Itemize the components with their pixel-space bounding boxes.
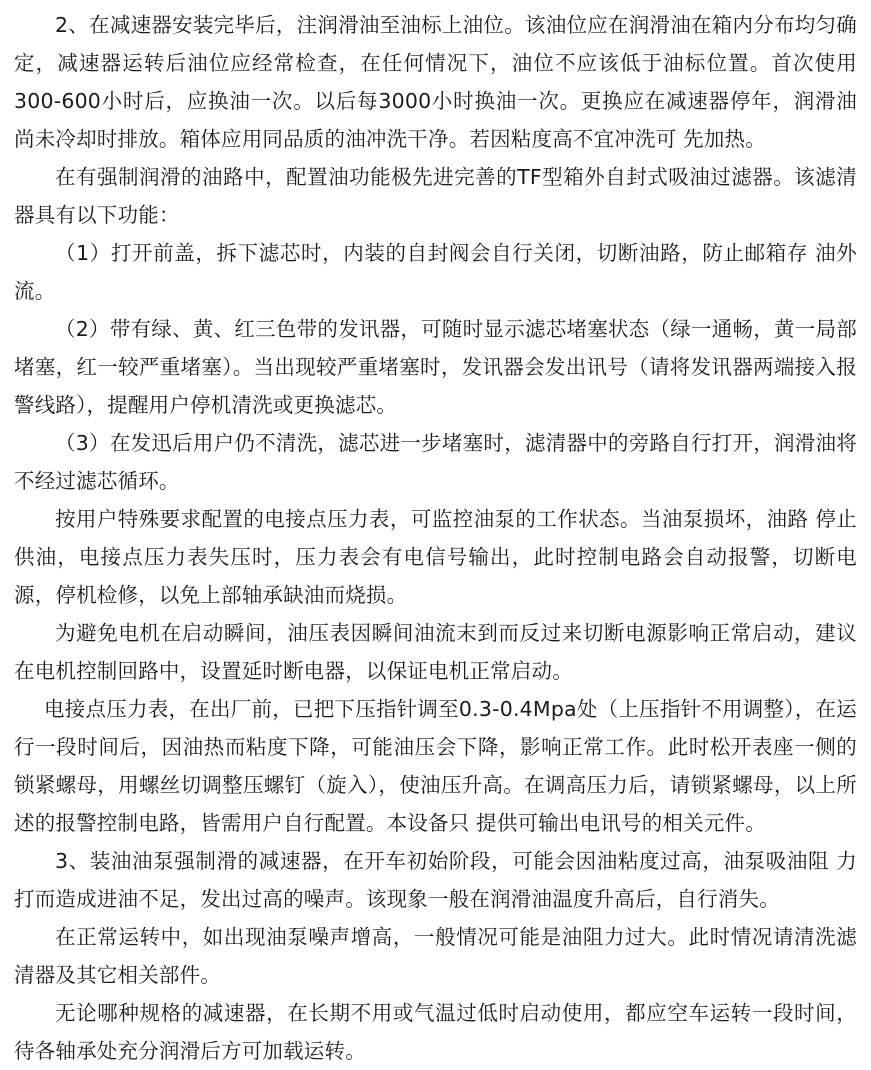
paragraph-noise: 在正常运转中，如出现油泵噪声增高，一般情况可能是油阻力过大。此时情况请清洗滤清器及其它相关部件。 [14,925,857,987]
paragraph-gauge-setting: 电接点压力表，在出厂前，已把下压指针调至0.3-0.4Mpa处（上压指针不用调整），在运行一段时间后，因油热而粘度下降，可能油压会下降，影响正常工作。此时松开表座一侧的锁紧螺母，用螺丝切调整压螺钉（旋入），使油压升高。在调高压力后，请锁紧螺母，以上所述的报警控制电路，皆需用户自行配置。本设备只 提供可输出电讯号的相关元件。 [14,697,857,835]
paragraph-item-2: 2、在减速器安装完毕后，注润滑油至油标上油位。该油位应在润滑油在箱内分布均匀确定，减速器运转后油位应经常检查，在任何情况下，油位不应该低于油标位置。首次使用300-600小时后，应换油一次。以后每3000小时换油一次。更换应在减速器停年，润滑油尚未冷却时排放。箱体应用同品质的油冲洗干净。若因粘度高不宜冲洗可 先加热。 [14,13,857,151]
paragraph-tf-filter: 在有强制润滑的油路中，配置油功能极先进完善的TF型箱外自封式吸油过滤器。该滤清器具有以下功能： [14,165,857,227]
paragraph-idle-run: 无论哪种规格的减速器，在长期不用或气温过低时启动使用，都应空车运转一段时间，待各轴承处充分润滑后方可加载运转。 [14,1001,857,1063]
paragraph-pressure-gauge: 按用户特殊要求配置的电接点压力表，可监控油泵的工作状态。当油泵损坏，油路 停止供油，电接点压力表失压时，压力表会有电信号输出，此时控制电路会自动报警，切断电源，停机检修，以免上部轴承缺油而烧损。 [14,507,857,607]
paragraph-motor-start: 为避免电机在启动瞬间，油压表因瞬间油流末到而反过来切断电源影响正常启动，建议在电机控制回路中，设置延时断电器，以保证电机正常启动。 [14,621,857,683]
paragraph-function-3: （3）在发迅后用户仍不清洗，滤芯进一步堵塞时，滤清器中的旁路自行打开，润滑油将不经过滤芯循环。 [14,431,857,493]
paragraph-function-1: （1）打开前盖，拆下滤芯时，内装的自封阀会自行关闭，切断油路，防止邮箱存 油外流。 [14,241,857,303]
paragraph-item-3: 3、装油油泵强制滑的减速器，在开车初始阶段，可能会因油粘度过高，油泵吸油阻 力打而造成进油不足，发出过高的噪声。该现象一般在润滑油温度升高后，自行消失。 [14,849,857,911]
paragraph-function-2: （2）带有绿、黄、红三色带的发讯器，可随时显示滤芯堵塞状态（绿一通畅，黄一局部堵塞，红一较严重堵塞）。当出现较严重堵塞时，发讯器会发出讯号（请将发讯器两端接入报警线路），提醒用户停机清洗或更换滤芯。 [14,317,857,417]
